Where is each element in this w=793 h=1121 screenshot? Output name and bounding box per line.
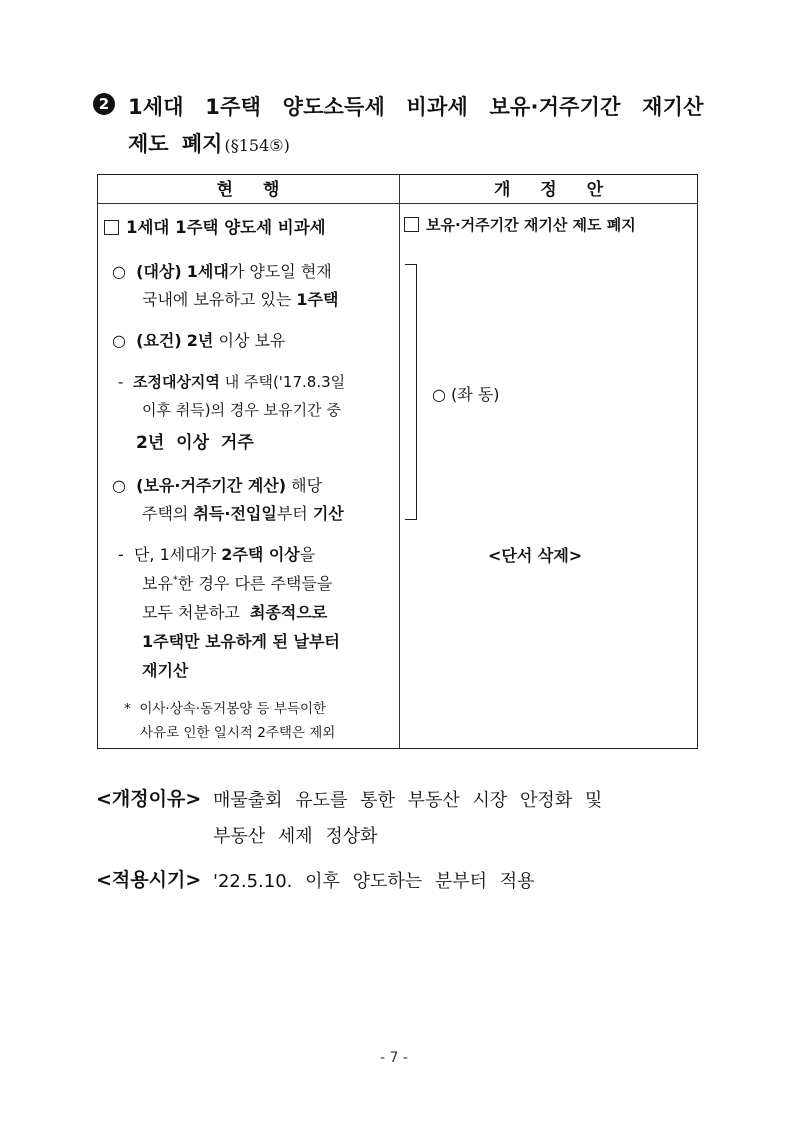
item-period-calc-line2: 주택의 취득·전입일부터 기산 — [142, 504, 344, 523]
law-reference: (§154⑤) — [224, 136, 290, 155]
item-proviso-line2: 보유*한 경우 다른 주택들을 — [142, 574, 333, 593]
item-number-badge: 2 — [93, 93, 115, 115]
reason-line2: 부동산 세제 정상화 — [213, 826, 378, 847]
footnote-line2: 사유로 인한 일시적 2주택은 제외 — [140, 725, 336, 741]
section-title-line2 — [128, 128, 290, 158]
item-proviso-line3: 모두 처분하고 최종적으로 — [142, 603, 328, 622]
item-target: ○ (대상) 1세대가 양도일 현재 — [112, 262, 332, 281]
footnote: * 이사·상속·동거봉양 등 부득이한 — [124, 701, 327, 717]
item-target-line2: 국내에 보유하고 있는 1주택 — [142, 290, 339, 309]
proposal-same: ○ (좌 동) — [432, 385, 500, 404]
checkbox-square-icon — [404, 217, 419, 232]
column-divider — [399, 175, 400, 748]
current-title: 1세대 1주택 양도세 비과세 — [104, 214, 326, 238]
section-title-cont: 제도 폐지 — [128, 132, 223, 156]
checkbox-square-icon — [104, 220, 119, 235]
item-proviso: - 단, 1세대가 2주택 이상을 — [118, 545, 316, 564]
item-period-calc: ○ (보유·거주기간 계산) 해당 — [112, 476, 323, 495]
apply-label: <적용시기> — [96, 869, 202, 891]
reason-label: <개정이유> — [96, 788, 202, 810]
header-divider — [98, 203, 697, 204]
page-number: - 7 - — [380, 1050, 408, 1066]
item-adjusted-area-line3: 2년 이상 거주 — [136, 433, 254, 453]
apply-text: '22.5.10. 이후 양도하는 분부터 적용 — [213, 871, 535, 892]
header-proposal: 개 정 안 — [493, 180, 605, 200]
bracket-line — [405, 264, 417, 520]
item-requirement: ○ (요건) 2년 이상 보유 — [112, 331, 286, 350]
comparison-table — [97, 174, 698, 749]
header-current: 현 행 — [216, 180, 281, 200]
section-title: 1세대 1주택 양도소득세 비과세 보유·거주기간 재기산 — [128, 95, 704, 119]
item-proviso-line5: 재기산 — [142, 661, 189, 680]
proposal-delete: <단서 삭제> — [488, 546, 583, 565]
item-adjusted-area-line2: 이후 취득)의 경우 보유기간 중 — [142, 401, 341, 419]
item-adjusted-area: - 조정대상지역 내 주택('17.8.3일 — [118, 373, 346, 391]
item-proviso-line4: 1주택만 보유하게 된 날부터 — [142, 632, 340, 651]
proposal-title: 보유·거주기간 재기산 제도 폐지 — [404, 214, 636, 235]
reason-line1: 매물출회 유도를 통한 부동산 시장 안정화 및 — [213, 790, 603, 811]
